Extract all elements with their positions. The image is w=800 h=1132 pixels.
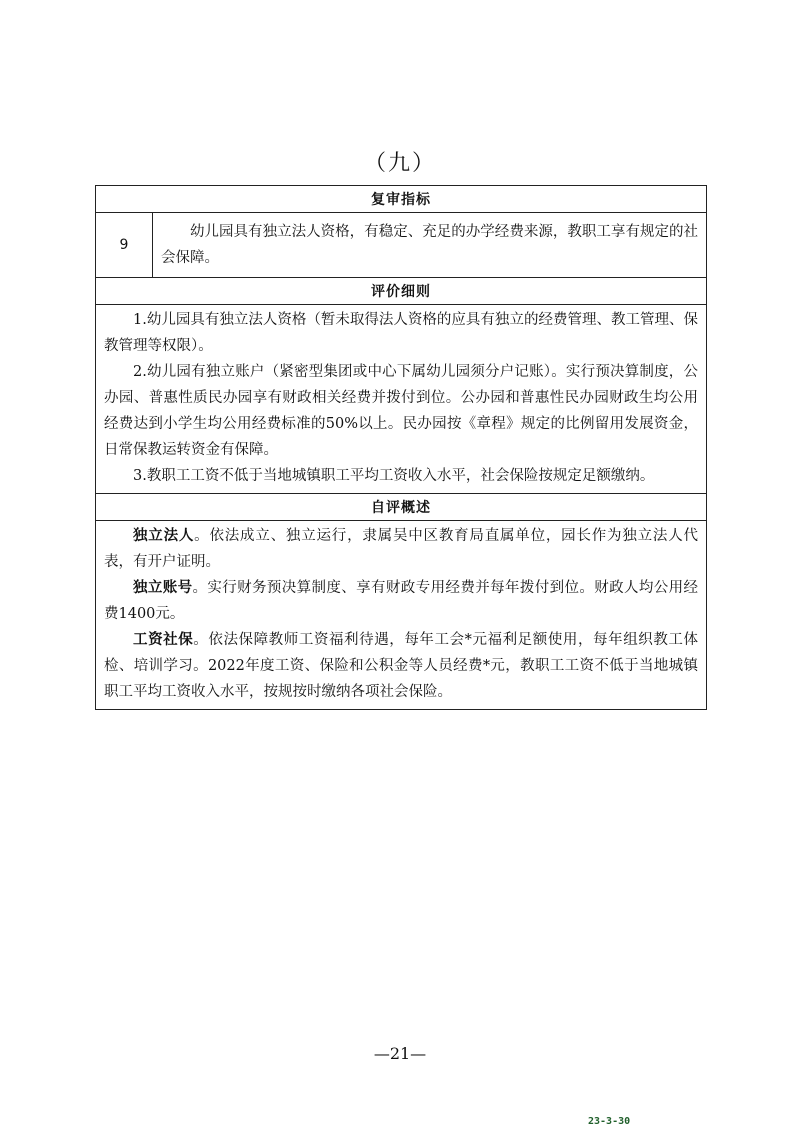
self-eval-item [104, 523, 698, 575]
indicator-number: 9 [96, 213, 153, 278]
section-header-row [96, 186, 707, 213]
criteria-item: 1.幼儿园具有独立法人资格（暂未取得法人资格的应具有独立的经费管理、教工管理、保教管理等权限）。 [104, 312, 698, 354]
self-eval-cell [96, 521, 707, 710]
self-eval-text: 。实行财务预决算制度、享有财政专用经费并每年拨付到位。财政人均公用经费1400元。 [104, 580, 698, 622]
date-stamp: 23-3-30 [588, 1116, 631, 1127]
self-eval-row [96, 521, 707, 710]
section-title-criteria: 评价细则 [96, 278, 707, 305]
self-eval-item [104, 627, 698, 705]
review-form-table [95, 185, 707, 710]
criteria-row [96, 305, 707, 494]
criteria-item: 2.幼儿园有独立账户（紧密型集团或中心下属幼儿园须分户记账）。实行预决算制度，公办园、普惠性质民办园享有财政相关经费并拨付到位。公办园和普惠性民办园财政生均公用经费达到小学生均公用经费标准的50%以上。民办园按《章程》规定的比例留用发展资金，日常保教运转资金有保障。 [104, 364, 698, 458]
self-eval-item [104, 575, 698, 627]
indicator-text: 幼儿园具有独立法人资格，有稳定、充足的办学经费来源，教职工享有规定的社会保障。 [153, 213, 707, 278]
indicator-row [96, 213, 707, 278]
section-header-row [96, 278, 707, 305]
section-title-self-eval: 自评概述 [96, 494, 707, 521]
section-title-review: 复审指标 [96, 186, 707, 213]
criteria-cell [96, 305, 707, 494]
self-eval-lead: 独立账号 [133, 580, 193, 596]
section-header-row [96, 494, 707, 521]
criteria-item: 3.教职工工资不低于当地城镇职工平均工资收入水平，社会保险按规定足额缴纳。 [133, 468, 655, 484]
self-eval-text: 。依法成立、独立运行，隶属吴中区教育局直属单位，园长作为独立法人代表，有开户证明。 [104, 528, 699, 570]
self-eval-lead: 独立法人 [133, 528, 195, 544]
self-eval-lead: 工资社保 [133, 632, 194, 648]
page-number: —21— [373, 1044, 427, 1063]
page-heading: （九） [363, 151, 436, 176]
self-eval-text: 。依法保障教师工资福利待遇，每年工会*元福利足额使用，每年组织教工体检、培训学习。2022年度工资、保险和公积金等人员经费*元，教职工工资不低于当地城镇职工平均工资收入水平，按规按时缴纳各项社会保险。 [104, 632, 698, 700]
